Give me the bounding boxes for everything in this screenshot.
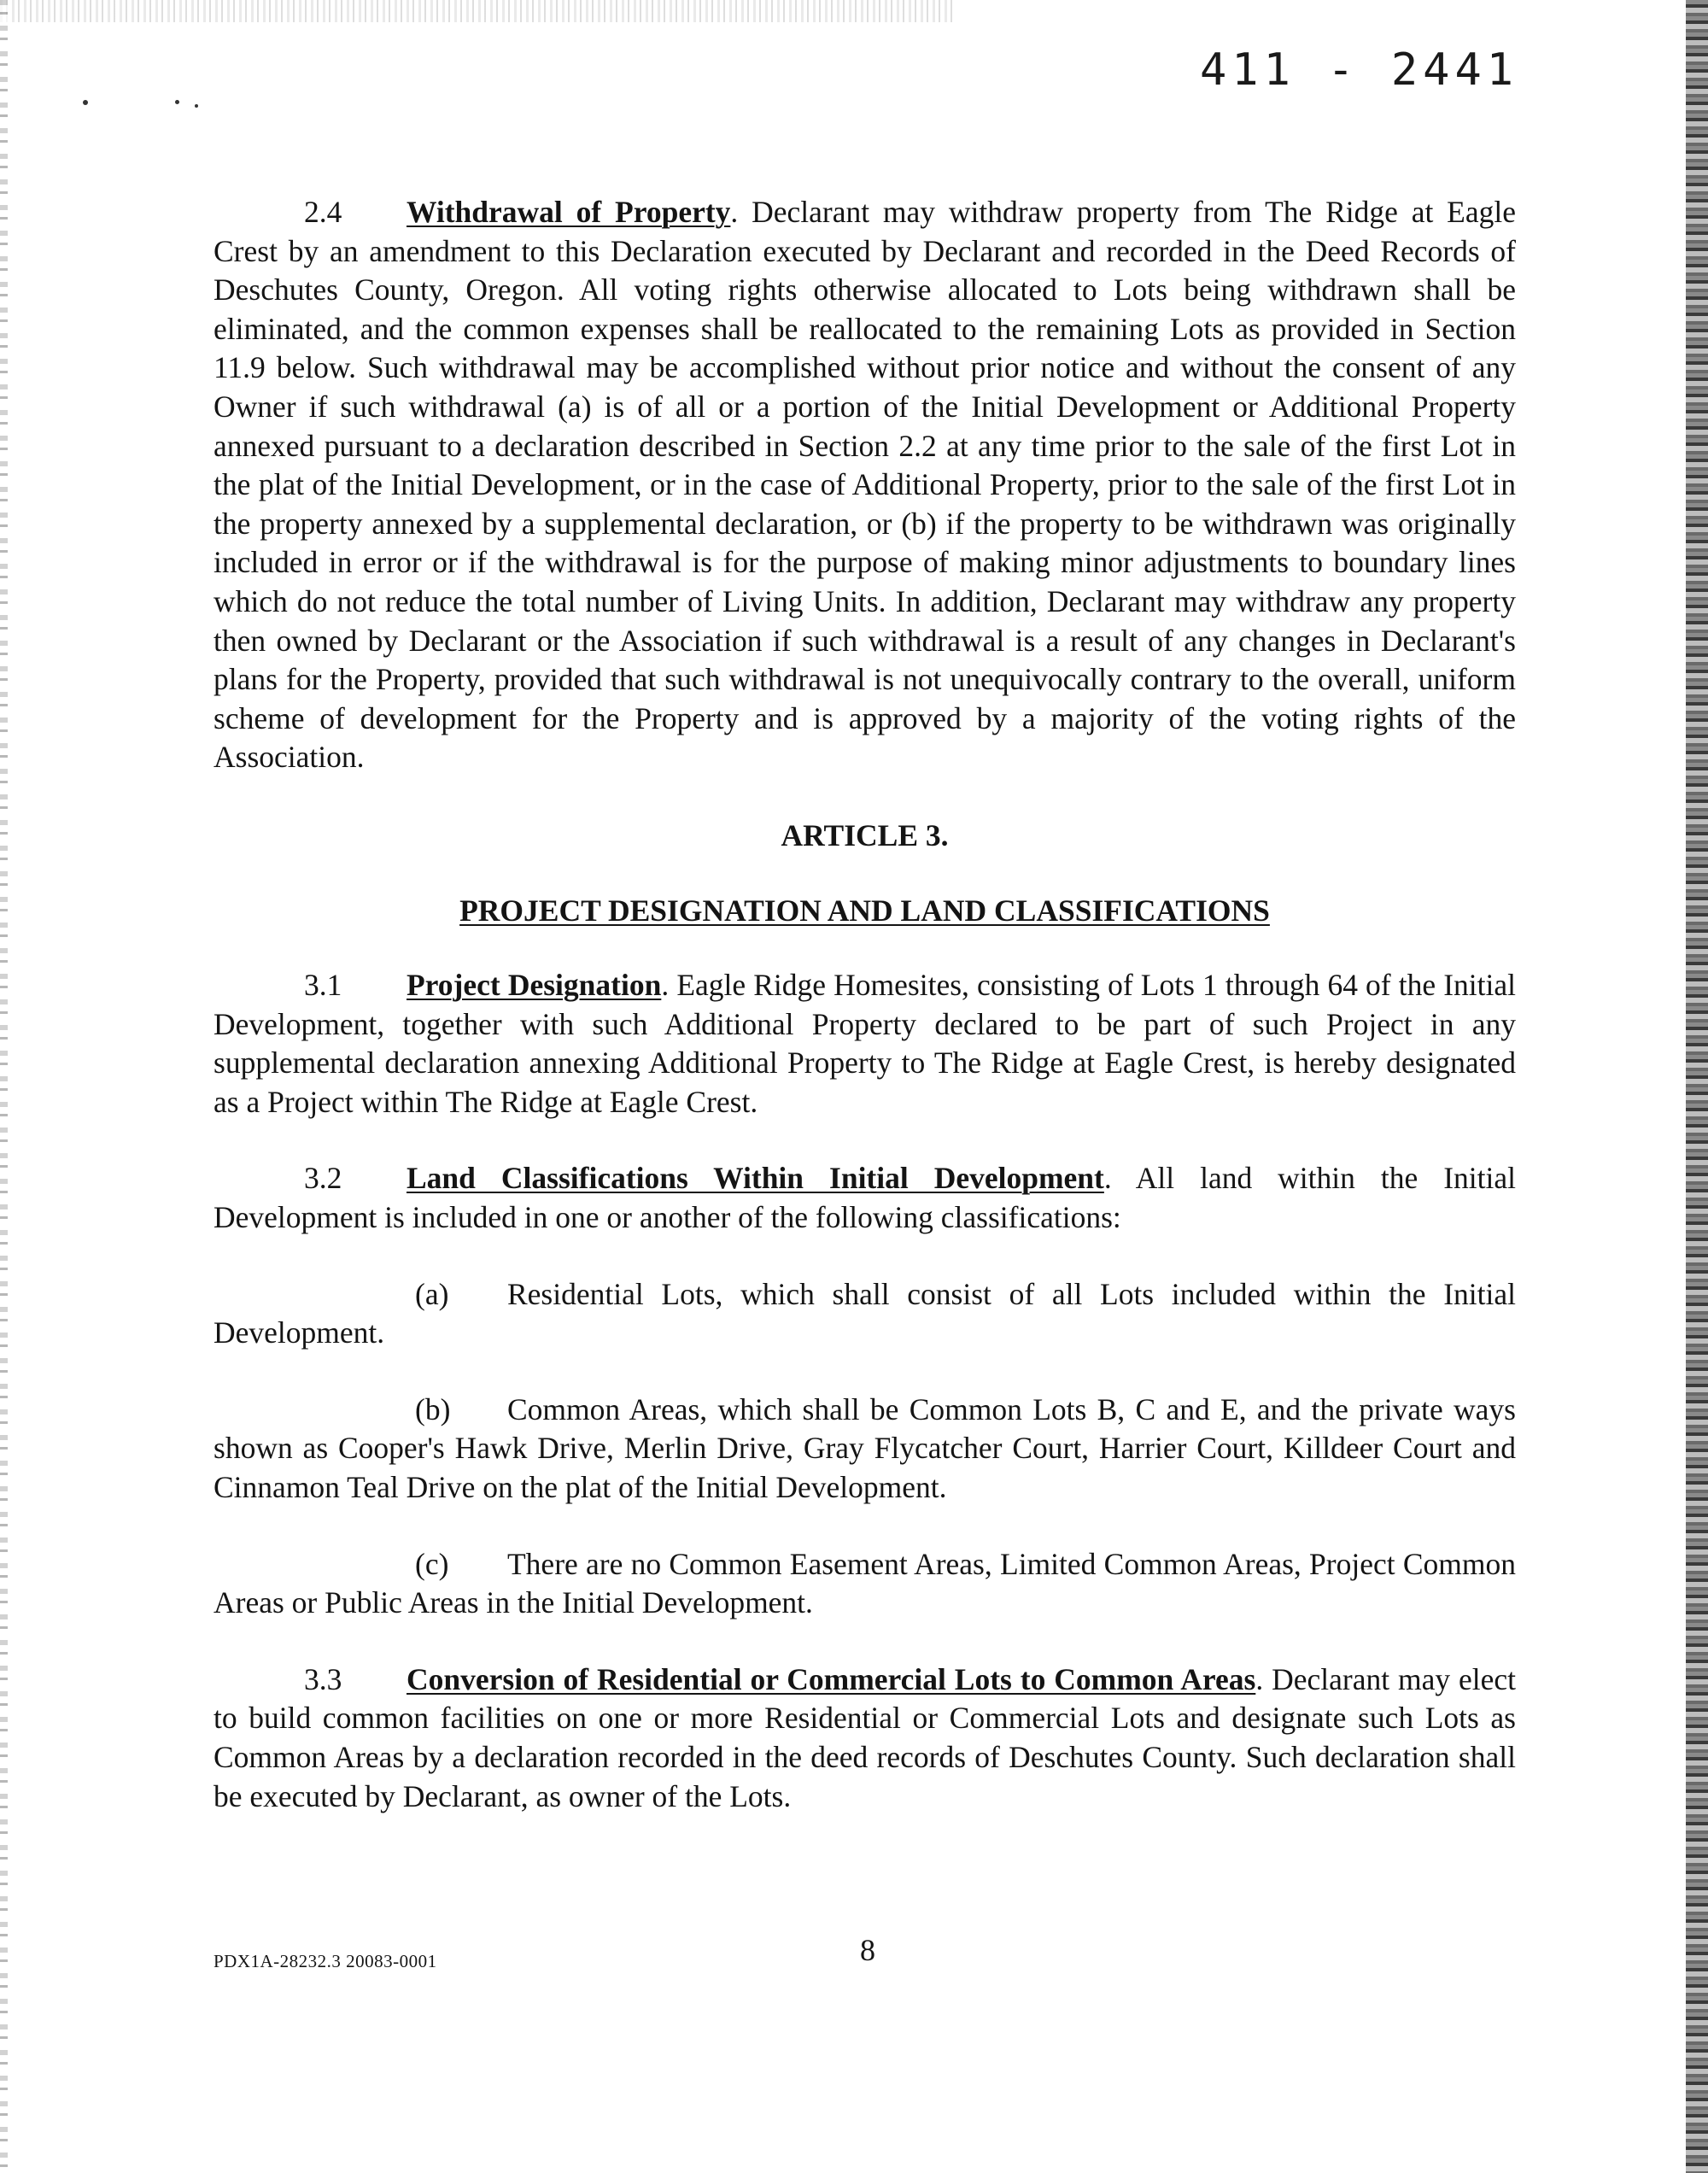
section-text: . Declarant may elect to build common facilities on one or more Residential or Commercial Lots and designate such Lots as Common Areas by a declaration recorded in the deed records of Deschutes County. Such declaration shall be executed by Declarant, as owner of the Lots. [214, 1661, 1516, 1813]
scan-speck [195, 104, 198, 108]
section-text: . All land within the Initial Development is included in one or another of the following classifications: [214, 1161, 1516, 1235]
article-label: ARTICLE 3. [781, 817, 949, 852]
section-heading: Project Designation [407, 968, 662, 1003]
recording-stamp: 411 - 2441 [1200, 44, 1519, 96]
section-number: 2.4 [304, 195, 342, 229]
classification-item [214, 1391, 1516, 1508]
section-heading: Land Classifications Within Initial Development [407, 1161, 1104, 1196]
classification-item [214, 1275, 1516, 1353]
page-number: 8 [860, 1933, 875, 1967]
scan-speck [175, 100, 179, 104]
section-2-4 [214, 193, 1516, 777]
scan-noise-top [0, 0, 956, 22]
document-id: PDX1A-28232.3 20083-0001 [214, 1951, 437, 1971]
classification-item [214, 1545, 1516, 1623]
section-heading: Withdrawal of Property [407, 195, 731, 229]
item-text: Common Areas, which shall be Common Lots B, C and E, and the private ways shown as Cooper's Hawk Drive, Merlin Drive, Gray Flycatcher Court, Harrier Court, Killdeer Court and Cinnamon Teal Drive on the plat of the Initial Development. [214, 1391, 1516, 1505]
section-number: 3.1 [304, 968, 342, 1003]
section-number: 3.3 [304, 1661, 342, 1696]
section-3-2 [214, 1159, 1516, 1237]
section-text: . Eagle Ridge Homesites, consisting of Lots 1 through 64 of the Initial Development, together with such Additional Property declared to be part of such Project in any supplemental declaration annexing Additional Property to The Ridge at Eagle Crest, is hereby designated as a Project within The Ridge at Eagle Crest. [214, 968, 1517, 1119]
item-label: (a) [415, 1276, 449, 1311]
scan-edge-left [0, 0, 8, 2173]
section-number: 3.2 [304, 1161, 342, 1196]
item-label: (c) [415, 1546, 449, 1581]
item-text: Residential Lots, which shall consist of all Lots included within the Initial Development. [214, 1276, 1516, 1350]
scan-speck [83, 100, 88, 105]
section-text: . Declarant may withdraw property from The Ridge at Eagle Crest by an amendment to this Declaration executed by Declarant and recorded in the Deed Records of Deschutes County, Oregon. All voting rights otherwise allocated to Lots being withdrawn shall be eliminated, and the common expenses shall be reallocated to the remaining Lots as provided in Section 11.9 below. Such withdrawal may be accomplished without prior notice and without the consent of any Owner if such withdrawal (a) is of all or a portion of the Initial Development or Additional Property annexed pursuant to a declaration described in Section 2.2 at any time prior to the sale of the first Lot in the plat of the Initial Development, or in the case of Additional Property, prior to the sale of the first Lot in the property annexed by a supplemental declaration, or (b) if the property to be withdrawn was originally included in error or if the withdrawal is for the purpose of making minor adjustments to boundary lines which do not reduce the total number of Living Units. In addition, Declarant may withdraw any property then owned by Declarant or the Association if such withdrawal is a result of any changes in Declarant's plans for the Property, provided that such withdrawal is not unequivocally contrary to the overall, uniform scheme of development for the Property and is approved by a majority of the voting rights of the Association. [214, 195, 1516, 775]
section-3-1 [214, 966, 1516, 1122]
section-3-3 [214, 1660, 1516, 1816]
item-label: (b) [415, 1391, 451, 1426]
document-body [214, 193, 1516, 1816]
item-text: There are no Common Easement Areas, Limited Common Areas, Project Common Areas or Public Areas in the Initial Development. [214, 1546, 1516, 1620]
article-title: PROJECT DESIGNATION AND LAND CLASSIFICATIONS [459, 893, 1270, 928]
section-heading: Conversion of Residential or Commercial Lots to Common Areas [407, 1661, 1256, 1696]
scan-edge-right [1686, 0, 1708, 2173]
